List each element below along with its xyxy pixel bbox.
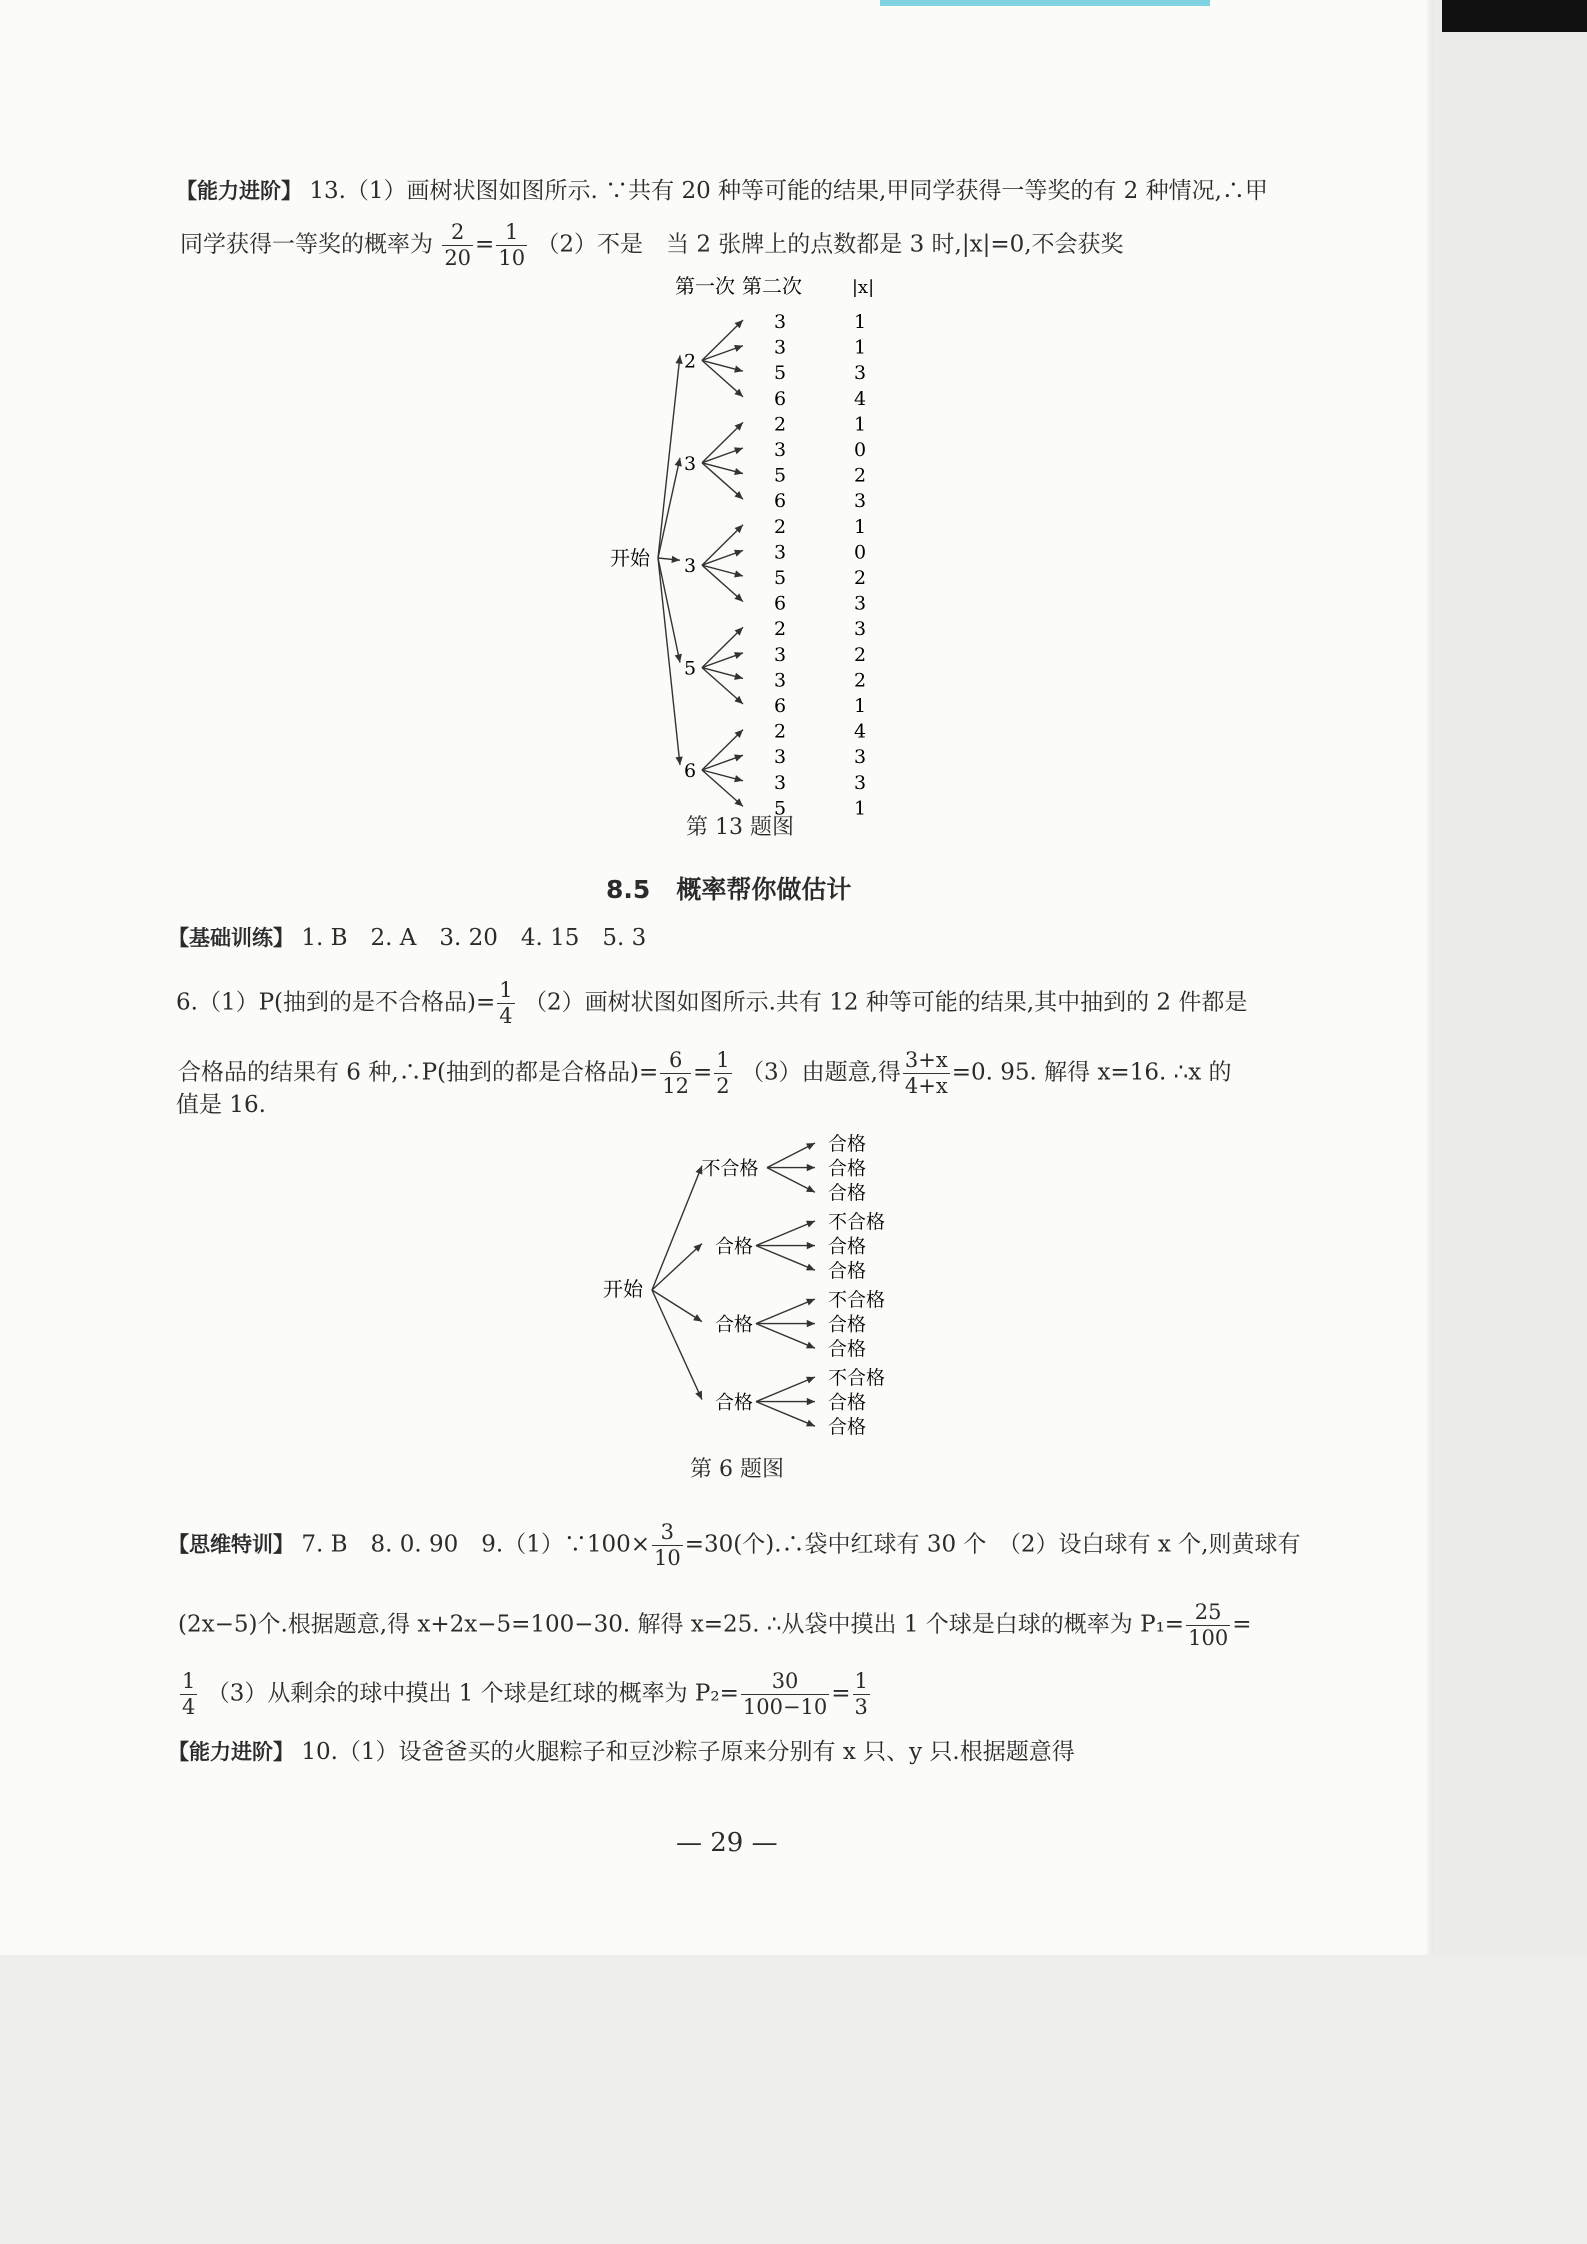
fraction-3x-4x: $\frac{3+x}{4+x}$: [904, 1048, 948, 1098]
q6-line-1: [176, 980, 1247, 1027]
tree6-labels: [701, 1133, 885, 1438]
tree13-first-4: 6: [683, 760, 697, 782]
tree13-abs-4-1: 3: [853, 746, 867, 769]
tree13-second-0-3: 6: [773, 387, 787, 410]
think-line-2: [178, 1602, 1251, 1649]
tree13-labels: [684, 311, 866, 815]
basic-answers: 1. B 2. A 3. 20 4. 15 5. 3: [301, 925, 647, 951]
tree13-second-0-0: 3: [773, 311, 787, 333]
tree6-second-1-1: 合格: [828, 1235, 867, 1258]
q6-text-2c: =0. 95. 解得 x=16. ∴x 的: [951, 1059, 1232, 1086]
q6-line-3: 值是 16.: [176, 1092, 266, 1118]
answer-10-line: [168, 1737, 1075, 1767]
section-name: 概率帮你做估计: [676, 875, 852, 904]
ability-tag-2: 【能力进阶】: [168, 1740, 294, 1764]
tree13-branch-root-3: [658, 558, 682, 663]
tree13-abs-3-0: 3: [853, 618, 867, 641]
think-text-1a: 7. B 8. 0. 90 9.（1）∵100×: [301, 1531, 650, 1558]
scan-corner: [1442, 0, 1587, 32]
tree13-second-3-0: 2: [773, 618, 787, 641]
tree13-caption: 第 13 题图: [686, 815, 794, 840]
tree6-branch-3-2: [756, 1402, 815, 1427]
tree6-branch-0-0: [767, 1143, 815, 1168]
answer-13-text-1: 13.（1）画树状图如图所示. ∵共有 20 种等可能的结果,甲同学获得一等奖的有 2 种情况,∴甲: [309, 178, 1268, 204]
tree13-branches: [658, 320, 743, 806]
tree6-branch-3-0: [756, 1377, 815, 1402]
fraction-1-2: $\frac{1}{2}$: [716, 1048, 730, 1098]
q6-text-1b: （2）画树状图如图所示.共有 12 种等可能的结果,其中抽到的 2 件都是: [523, 989, 1248, 1016]
tree13-abs-0-1: 1: [853, 336, 867, 359]
tree13-second-2-1: 3: [773, 541, 787, 564]
answer-13-text-2b: （2）不是 当 2 张牌上的点数都是 3 时,: [536, 231, 962, 258]
tree13-branch-0-1: [702, 345, 743, 360]
tree13-branch-root-1: [658, 458, 682, 558]
fraction-6-12: $\frac{6}{12}$: [662, 1048, 689, 1098]
answer-10-text: 10.（1）设爸爸买的火腿粽子和豆沙粽子原来分别有 x 只、y 只.根据题意得: [301, 1739, 1075, 1765]
basic-training-line: [168, 923, 646, 953]
tree13-abs-2-2: 2: [853, 567, 867, 589]
tree6-first-2: 合格: [714, 1313, 754, 1336]
scan-top-mark: [880, 0, 1210, 6]
tree6-second-1-2: 合格: [828, 1260, 867, 1283]
think-text-2a: (2x−5)个.根据题意,得 x+2x−5=100−30. 解得 x=25. ∴从袋中摸出 1 个球是白球的概率为 P₁=: [178, 1611, 1185, 1638]
think-text-3b: （3）从剩余的球中摸出 1 个球是红球的概率为 P₂=: [206, 1680, 739, 1707]
tree6-second-0-1: 合格: [828, 1157, 867, 1180]
fraction-2-20: $\frac{2}{20}$: [444, 220, 472, 270]
tree13-second-3-3: 6: [773, 695, 787, 717]
fraction-30-90: $\frac{30}{100-10}$: [742, 1669, 828, 1719]
tree6-first-3: 合格: [714, 1391, 754, 1414]
fraction-1-3: $\frac{1}{3}$: [854, 1669, 868, 1719]
tree13-abs-2-3: 3: [853, 592, 867, 615]
tree13-abs-0-0: 1: [853, 311, 867, 333]
tree13-second-1-3: 6: [773, 490, 787, 513]
tree13-branch-1-0: [702, 422, 743, 462]
tree6-branch-1-1: [756, 1242, 815, 1249]
tree13-branch-root-0: [658, 355, 683, 558]
tree13-second-2-0: 2: [773, 515, 787, 538]
tree13-abs-3-2: 2: [853, 669, 867, 692]
tree6-branch-0-1: [767, 1164, 815, 1171]
tree13-second-2-3: 6: [773, 592, 787, 615]
fraction-25-100: $\frac{25}{100}$: [1188, 1600, 1229, 1650]
equals-sign: =: [693, 1059, 713, 1086]
q6-text-1a: 6.（1）P(抽到的是不合格品)=: [176, 989, 496, 1016]
tree13-second-1-1: 3: [773, 439, 787, 461]
tree13-second-3-2: 3: [773, 669, 787, 692]
tree13-second-0-1: 3: [773, 336, 787, 359]
tree6-root: 开始: [603, 1277, 643, 1301]
tree13-abs-1-1: 0: [853, 439, 867, 461]
tree13-branch-4-1: [702, 755, 743, 770]
tree13-abs-4-3: 1: [853, 797, 867, 815]
tree13-branch-3-0: [702, 627, 743, 667]
tree13-header-abs: |x|: [851, 277, 875, 298]
tree13-abs-4-0: 4: [853, 720, 867, 743]
tree13-root: 开始: [610, 546, 650, 570]
tree13-second-2-2: 5: [773, 567, 787, 589]
tree6-branch-2-2: [756, 1324, 815, 1349]
tree6-branch-3-1: [756, 1398, 815, 1405]
tree13-abs-3-3: 1: [853, 695, 867, 717]
tree6-second-2-0: 不合格: [828, 1289, 886, 1311]
tree13-abs-0-3: 4: [853, 387, 867, 410]
fraction-1-10: $\frac{1}{10}$: [498, 220, 526, 270]
tree6-branch-2-0: [756, 1299, 815, 1324]
answer-13-text-2a: 同学获得一等奖的概率为: [180, 231, 433, 258]
tree13-second-4-2: 3: [773, 771, 787, 794]
tree6-branches: [652, 1143, 815, 1426]
tree6-second-3-0: 不合格: [828, 1367, 886, 1389]
tree13-second-1-0: 2: [773, 413, 787, 436]
page-number: — 29 —: [676, 1828, 778, 1858]
tree13-second-4-3: 5: [773, 797, 787, 815]
tree13-branch-3-1: [702, 652, 743, 667]
tree13-branch-2-0: [702, 525, 743, 565]
equals-sign: =: [1232, 1611, 1252, 1638]
ability-tag: 【能力进阶】: [176, 179, 302, 203]
tree13-second-0-2: 5: [773, 362, 787, 385]
tree13-abs-1-0: 1: [853, 413, 867, 436]
tree6-second-2-2: 合格: [828, 1338, 867, 1361]
think-line-1: [168, 1522, 1300, 1569]
tree13-first-0: 2: [683, 350, 697, 373]
equals-sign: =: [475, 231, 495, 258]
tree13-second-4-0: 2: [773, 720, 787, 743]
tree13-second-4-1: 3: [773, 746, 787, 769]
tree13-branch-2-1: [702, 550, 743, 565]
equals-sign: =: [831, 1680, 851, 1707]
tree13-abs-0-2: 3: [853, 362, 867, 385]
tree6-second-0-2: 合格: [828, 1182, 867, 1205]
tree6-branch-root-1: [652, 1244, 702, 1290]
tree13-abs-4-2: 3: [853, 771, 867, 794]
tree13-branch-1-1: [702, 447, 743, 462]
tree6-branch-0-2: [767, 1168, 815, 1193]
q6-text-2b: （3）由题意,得: [740, 1059, 901, 1086]
answer-13-line-2: [180, 222, 1124, 269]
scan-margin-bottom: [0, 1955, 1587, 2244]
tree13-first-2: 3: [683, 555, 697, 578]
think-tag: 【思维特训】: [168, 1532, 294, 1557]
tree6-first-1: 合格: [714, 1235, 754, 1258]
tree6-branch-root-0: [652, 1166, 702, 1290]
tree13-header-first: 第一次: [675, 274, 735, 298]
tree13-abs-1-2: 2: [853, 464, 867, 487]
tree13-header-second: 第二次: [742, 274, 802, 298]
tree6-second-1-0: 不合格: [828, 1211, 886, 1233]
scan-margin-right: [1433, 0, 1587, 1955]
tree6-branch-1-2: [756, 1246, 815, 1271]
tree13-abs-1-3: 3: [853, 490, 867, 513]
tree13-abs-3-1: 2: [853, 643, 867, 666]
tree13-second-1-2: 5: [773, 464, 787, 487]
fraction-1-4b: $\frac{1}{4}$: [182, 1669, 196, 1719]
tree13-abs-2-1: 0: [853, 541, 867, 564]
section-title: [606, 870, 851, 906]
section-number: 8.5: [606, 875, 651, 904]
tree6-second-3-2: 合格: [828, 1416, 867, 1439]
think-line-3: [178, 1671, 872, 1718]
tree6-second-2-1: 合格: [828, 1313, 867, 1336]
tree13-branch-0-0: [702, 320, 743, 360]
abs-x: |x|: [961, 231, 991, 258]
tree-diagram-6: [590, 1125, 910, 1450]
fraction-3-10: $\frac{3}{10}$: [654, 1520, 681, 1570]
tree13-first-3: 5: [683, 657, 697, 680]
fraction-1-4: $\frac{1}{4}$: [499, 978, 513, 1028]
tree6-second-3-1: 合格: [828, 1391, 867, 1414]
answer-13-line-1: [176, 176, 1268, 206]
q6-text-2a: 合格品的结果有 6 种,∴P(抽到的都是合格品)=: [178, 1059, 659, 1086]
tree13-abs-2-0: 1: [853, 515, 867, 538]
tree13-branch-4-0: [702, 730, 743, 770]
basic-tag: 【基础训练】: [168, 926, 294, 950]
q6-line-2: [178, 1050, 1232, 1097]
tree6-first-0: 不合格: [701, 1157, 759, 1180]
think-text-1b: =30(个).∴袋中红球有 30 个 （2）设白球有 x 个,则黄球有: [684, 1531, 1301, 1558]
tree-diagram-13: [600, 270, 900, 815]
tree6-caption: 第 6 题图: [690, 1457, 784, 1482]
tree6-branch-2-1: [756, 1320, 815, 1327]
tree13-second-3-1: 3: [773, 643, 787, 666]
tree13-branch-root-2: [658, 556, 680, 563]
tree6-second-0-0: 合格: [828, 1133, 867, 1155]
answer-13-text-2c: =0,不会获奖: [990, 231, 1124, 258]
tree13-first-1: 3: [683, 452, 697, 475]
tree6-branch-1-0: [756, 1221, 815, 1246]
